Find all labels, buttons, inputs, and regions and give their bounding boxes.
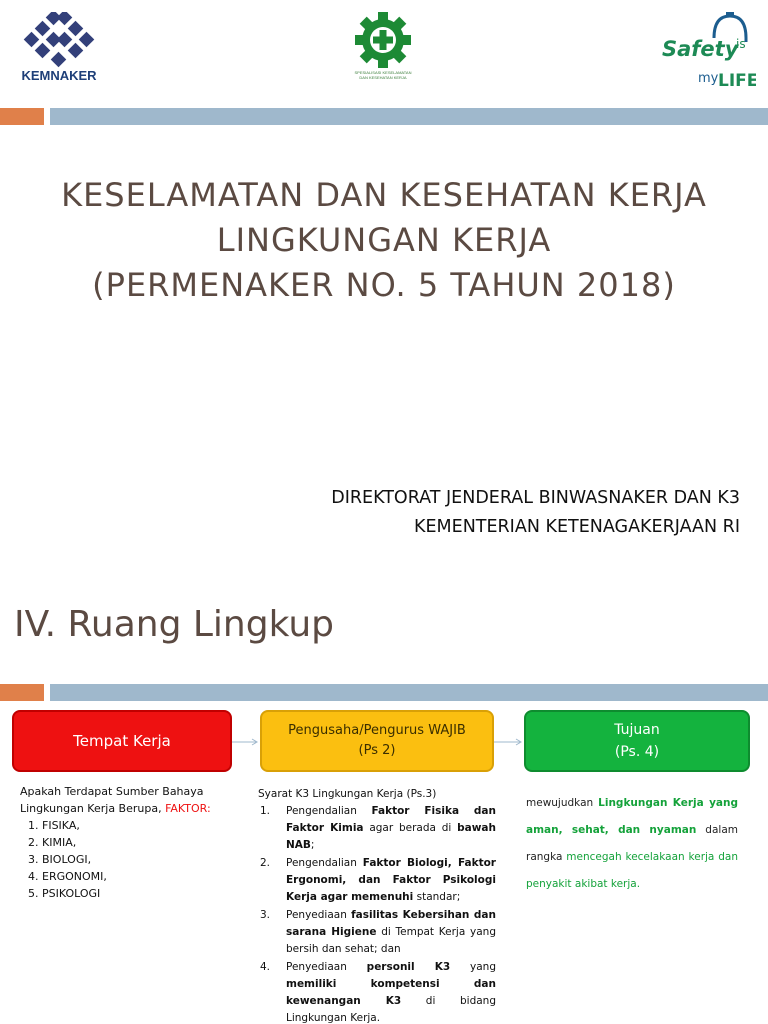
item-text: agar berada di [363, 822, 458, 834]
subtitle-line-2: KEMENTERIAN KETENAGAKERJAAN RI [414, 517, 740, 537]
item-bold: Faktor Biologi, Faktor Ergonomi, dan Faktor Psikologi Kerja agar memenuhi [286, 857, 496, 903]
list-item: 5. PSIKOLOGI [42, 885, 240, 902]
item-text: di Tempat Kerja yang bersih dan sehat; dan [286, 926, 496, 955]
syarat-column [258, 786, 496, 1024]
title-line-3: (PERMENAKER NO. 5 TAHUN 2018) [92, 266, 676, 304]
safety-is-my-life-logo [660, 12, 756, 92]
safety-word: Safety [662, 37, 739, 61]
tujuan-description [526, 790, 738, 898]
list-item: 4. ERGONOMI, [42, 868, 240, 885]
syarat-list [258, 803, 496, 1024]
subtitle-line-1: DIREKTORAT JENDERAL BINWASNAKER DAN K3 [331, 488, 740, 508]
header-accent-bar-orange [0, 108, 44, 125]
faktor-intro-text: Apakah Terdapat Sumber Bahaya Lingkungan Kerja Berupa, [20, 785, 204, 815]
list-number: 1. [260, 805, 271, 817]
faktor-intro [20, 783, 240, 817]
faktor-list [20, 817, 240, 902]
slide-subtitle [331, 484, 740, 542]
title-line-1: KESELAMATAN DAN KESEHATAN KERJA [61, 176, 707, 214]
item-bold: personil K3 [366, 961, 451, 973]
tujuan-highlight: Lingkungan Kerja yang aman, sehat, dan nyaman [526, 797, 738, 836]
list-item [258, 855, 496, 906]
syarat-heading: Syarat K3 Lingkungan Kerja (Ps.3) [258, 788, 437, 800]
faktor-column [20, 783, 240, 902]
item-text: Pengendalian [286, 805, 372, 817]
scope-accent-bar-orange [0, 684, 44, 701]
arrow-right-icon [494, 738, 524, 746]
my-word: my [698, 71, 719, 86]
scope-slide-title: IV. Ruang Lingkup [14, 604, 335, 645]
header-accent-bar-blue [50, 108, 768, 125]
list-item: 1. FISIKA, [42, 817, 240, 834]
list-item: 3. BIOLOGI, [42, 851, 240, 868]
pengusaha-label-line-1: Pengusaha/Pengurus WAJIB [288, 723, 466, 738]
item-bold: fasilitas Kebersihan dan sarana Higiene [286, 909, 496, 938]
list-number: 3. [260, 909, 271, 921]
scope-slide [0, 592, 768, 1024]
tujuan-label-line-1: Tujuan [614, 722, 660, 738]
kemnaker-logo [18, 12, 100, 88]
scope-accent-bar-blue [50, 684, 768, 701]
faktor-highlight: FAKTOR: [165, 802, 211, 815]
item-bold: Faktor Fisika dan Faktor Kimia [286, 805, 496, 834]
k3-gear-cross-icon [350, 12, 416, 70]
helmet-top-icon [726, 12, 734, 17]
kemnaker-emblem-icon [18, 12, 100, 68]
k3-logo-caption: SPESIALISASI KESELAMATAN DAN KESEHATAN KERJA [354, 70, 412, 80]
life-word: LIFE [718, 71, 756, 91]
item-text: yang [450, 961, 496, 973]
list-item [258, 959, 496, 1024]
tempat-kerja-box [12, 710, 232, 772]
tujuan-text: dalam rangka [526, 824, 738, 863]
item-bold: bawah NAB [286, 822, 496, 851]
list-number: 4. [260, 961, 271, 973]
is-word: is [736, 37, 746, 51]
tempat-kerja-label: Tempat Kerja [73, 732, 171, 750]
kemnaker-logo-text: KEMNAKER [21, 68, 97, 83]
list-number: 2. [260, 857, 271, 869]
title-line-2: LINGKUNGAN KERJA [216, 221, 552, 259]
item-text: standar; [413, 891, 461, 903]
item-text: Penyediaan [286, 909, 352, 921]
item-text: di bidang Lingkungan Kerja. [286, 995, 496, 1024]
tujuan-green-text: mencegah kecelakaan kerja dan penyakit akibat kerja [526, 851, 738, 890]
tujuan-label-line-2: (Ps. 4) [614, 744, 660, 760]
tujuan-box [524, 710, 750, 772]
arrow-right-icon [232, 738, 260, 746]
item-text: Pengendalian [286, 857, 363, 869]
item-text: Penyediaan [286, 961, 367, 973]
list-item [258, 907, 496, 958]
list-item [258, 803, 496, 854]
tujuan-text: mewujudkan [526, 797, 599, 809]
list-item: 2. KIMIA, [42, 834, 240, 851]
safety-logo-graphic [660, 12, 756, 92]
pengusaha-label-line-2: (Ps 2) [358, 743, 396, 758]
item-bold: memiliki kompetensi dan kewenangan K3 [286, 978, 496, 1007]
k3-logo [350, 12, 416, 82]
tujuan-text: . [636, 878, 641, 890]
pengusaha-wajib-box [260, 710, 494, 772]
item-text: ; [310, 839, 315, 851]
slide-title [20, 173, 748, 308]
